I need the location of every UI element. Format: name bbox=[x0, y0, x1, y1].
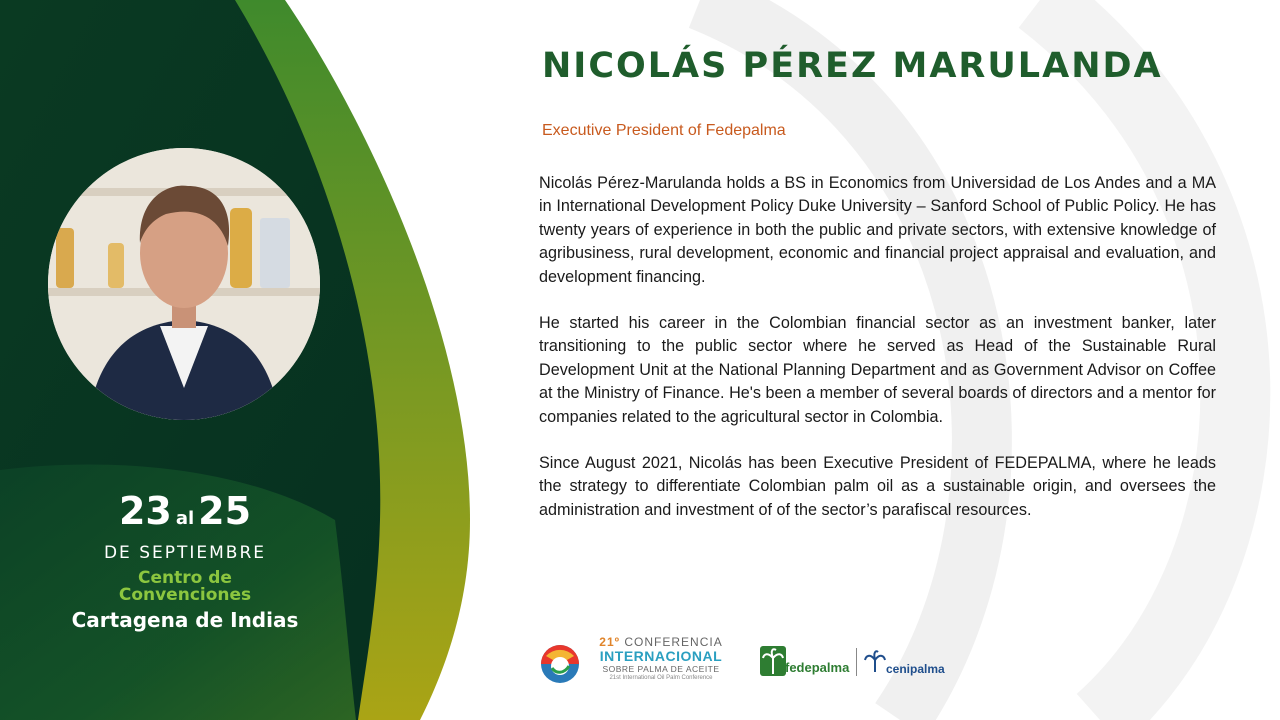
palm-leaf-icon bbox=[864, 650, 886, 674]
cenipalma-label: cenipalma bbox=[886, 662, 945, 676]
event-month: DE SEPTIEMBRE bbox=[103, 543, 267, 563]
conference-logo bbox=[538, 636, 733, 688]
speaker-bio bbox=[539, 172, 1216, 545]
bio-paragraph-1: Nicolás Pérez-Marulanda holds a BS in Economics from Universidad de Los Andes and a MA in International Development Policy Duke University – Sanford School of Public Policy. He has twenty years of experience in both the public and private sectors, with extensive knowledge of agribusiness, rural development, economic and financial project appraisal and evaluation, and development financing. bbox=[539, 174, 1216, 286]
conference-word: CONFERENCIA bbox=[624, 635, 723, 649]
bio-paragraph-3: Since August 2021, Nicolás has been Executive President of FEDEPALMA, where he leads the strategy to differentiate Colombian palm oil as a sustainable origin, and oversees the administration and investment of of the sector’s parafiscal resources. bbox=[539, 454, 1216, 519]
venue-line-1: Centro de bbox=[138, 568, 232, 588]
logo-divider bbox=[856, 648, 857, 676]
conference-line-3: SOBRE PALMA DE ACEITE bbox=[602, 664, 720, 674]
venue-name bbox=[40, 570, 330, 604]
conference-line-2: INTERNACIONAL bbox=[599, 648, 723, 664]
bio-paragraph-2: He started his career in the Colombian financial sector as an investment banker, later transitioning to the public sector where he served as Head of the Sustainable Rural Development Unit at the National Planning Department and as Government Advisor on Coffee at the Ministry of Finance. He's been a member of several boards of directors and a mentor for companies related to the agricultural sector in Colombia. bbox=[539, 314, 1216, 426]
date-connector: al bbox=[175, 508, 195, 529]
palm-tree-icon bbox=[760, 646, 786, 676]
speaker-name: NICOLÁS PÉREZ MARULANDA bbox=[542, 46, 1163, 86]
conference-line-4: 21st International Oil Palm Conference bbox=[609, 675, 713, 681]
date-start: 23 bbox=[118, 489, 172, 533]
venue-city: Cartagena de Indias bbox=[71, 608, 299, 632]
date-end: 25 bbox=[198, 489, 252, 533]
conference-number: 21º bbox=[599, 635, 621, 649]
conference-logo-text bbox=[586, 636, 736, 683]
venue-line-2: Convenciones bbox=[118, 585, 252, 605]
fedepalma-label: fedepalma bbox=[785, 660, 850, 675]
speaker-photo bbox=[48, 148, 320, 420]
event-dates bbox=[40, 488, 330, 542]
speaker-portrait-illustration bbox=[48, 148, 320, 420]
speaker-title: Executive President of Fedepalma bbox=[542, 122, 786, 139]
event-date-venue bbox=[40, 488, 330, 632]
conference-emblem-icon bbox=[538, 642, 582, 686]
